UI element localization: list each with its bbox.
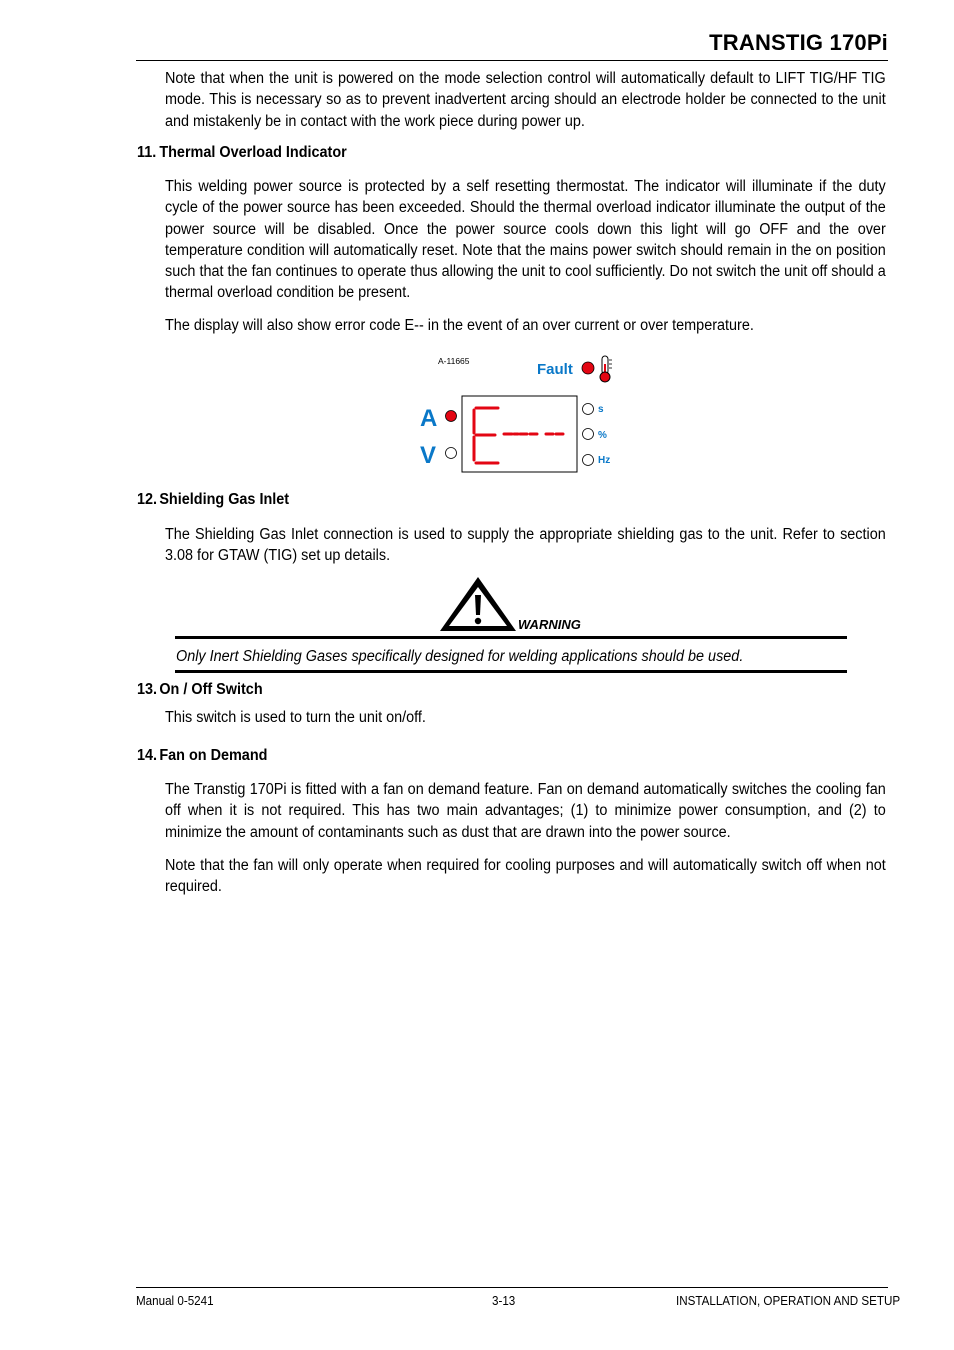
section-14-paragraph-1: The Transtig 170Pi is fitted with a fan on demand feature. Fan on demand automatically switches the cooling fan off when it is not required. This has two main advantages; (1) to minimize power consumption, and (2) to minimize the amount of contaminants such as dust that are drawn into the power source.: [165, 781, 886, 841]
thermometer-icon: [600, 356, 612, 382]
section-title: On / Off Switch: [159, 681, 263, 698]
footer-manual-number: Manual 0-5241: [136, 1294, 214, 1308]
warning-rule-bottom: [175, 670, 847, 673]
footer-page-number: 3-13: [492, 1294, 516, 1308]
warning-icon: [438, 575, 518, 633]
percent-led: [583, 429, 594, 440]
warning-text: Only Inert Shielding Gases specifically designed for welding applications should be used.: [176, 648, 744, 665]
header-rule: [136, 60, 888, 61]
section-14-heading: [137, 747, 267, 765]
volts-led: [446, 448, 457, 459]
section-14-paragraph-2: Note that the fan will only operate when required for cooling purposes and will automatically switch off when not required.: [165, 857, 886, 896]
section-13-paragraph: This switch is used to turn the unit on/off.: [165, 709, 426, 726]
warning-rule-top: [175, 636, 847, 639]
section-number: 12.: [137, 491, 158, 508]
warning-label: WARNING: [518, 617, 581, 632]
fault-indicator-led: [582, 362, 594, 374]
seconds-label: s: [598, 404, 604, 415]
seconds-led: [583, 404, 594, 415]
fault-label: Fault: [537, 361, 573, 378]
percent-label: %: [598, 430, 607, 441]
footer-rule: [136, 1287, 888, 1288]
volts-label: V: [420, 442, 437, 469]
page-header-title: TRANSTIG 170Pi: [709, 30, 888, 55]
display-figure: [410, 352, 630, 474]
display-panel-diagram: [410, 352, 630, 474]
section-title: Fan on Demand: [159, 747, 268, 764]
section-11-paragraph-1: This welding power source is protected by a self resetting thermostat. The indicator will illuminate if the duty cycle of the power source has been exceeded. Should the thermal overload indicator illuminate the output of the power source will be disabled. Once the power source cools down this light will go OFF and the over temperature condition will automatically reset. Note that the mains power switch should remain in the on position such that the fan continues to operate thus allowing the unit to cool sufficiently. Do not switch the unit off should a thermal overload condition be present.: [165, 178, 886, 302]
hertz-led: [583, 455, 594, 466]
footer-section-title: INSTALLATION, OPERATION AND SETUP: [676, 1294, 901, 1308]
section-title: Thermal Overload Indicator: [159, 144, 347, 161]
amps-label: A: [420, 405, 438, 432]
section-number: 11.: [137, 144, 157, 161]
section-13-heading: [137, 681, 263, 699]
section-11-paragraph-2: The display will also show error code E-- in the event of an over current or over temperature.: [165, 317, 754, 334]
hertz-label: Hz: [598, 455, 611, 466]
intro-paragraph: Note that when the unit is powered on the mode selection control will automatically default to LIFT TIG/HF TIG mode. This is necessary so as to prevent inadvertent arcing should an electrode holder be connected to the unit and mistakenly be in contact with the work piece during power up.: [165, 70, 886, 130]
section-12-heading: [137, 491, 289, 509]
section-title: Shielding Gas Inlet: [159, 491, 290, 508]
figure-ref-label: A-11665: [438, 356, 470, 366]
section-number: 14.: [137, 747, 158, 764]
section-11-heading: [137, 144, 347, 162]
section-number: 13.: [137, 681, 158, 698]
section-12-paragraph: The Shielding Gas Inlet connection is used to supply the appropriate shielding gas to the unit. Refer to section 3.08 for GTAW (TIG) set up details.: [165, 526, 886, 565]
amps-led: [446, 411, 457, 422]
